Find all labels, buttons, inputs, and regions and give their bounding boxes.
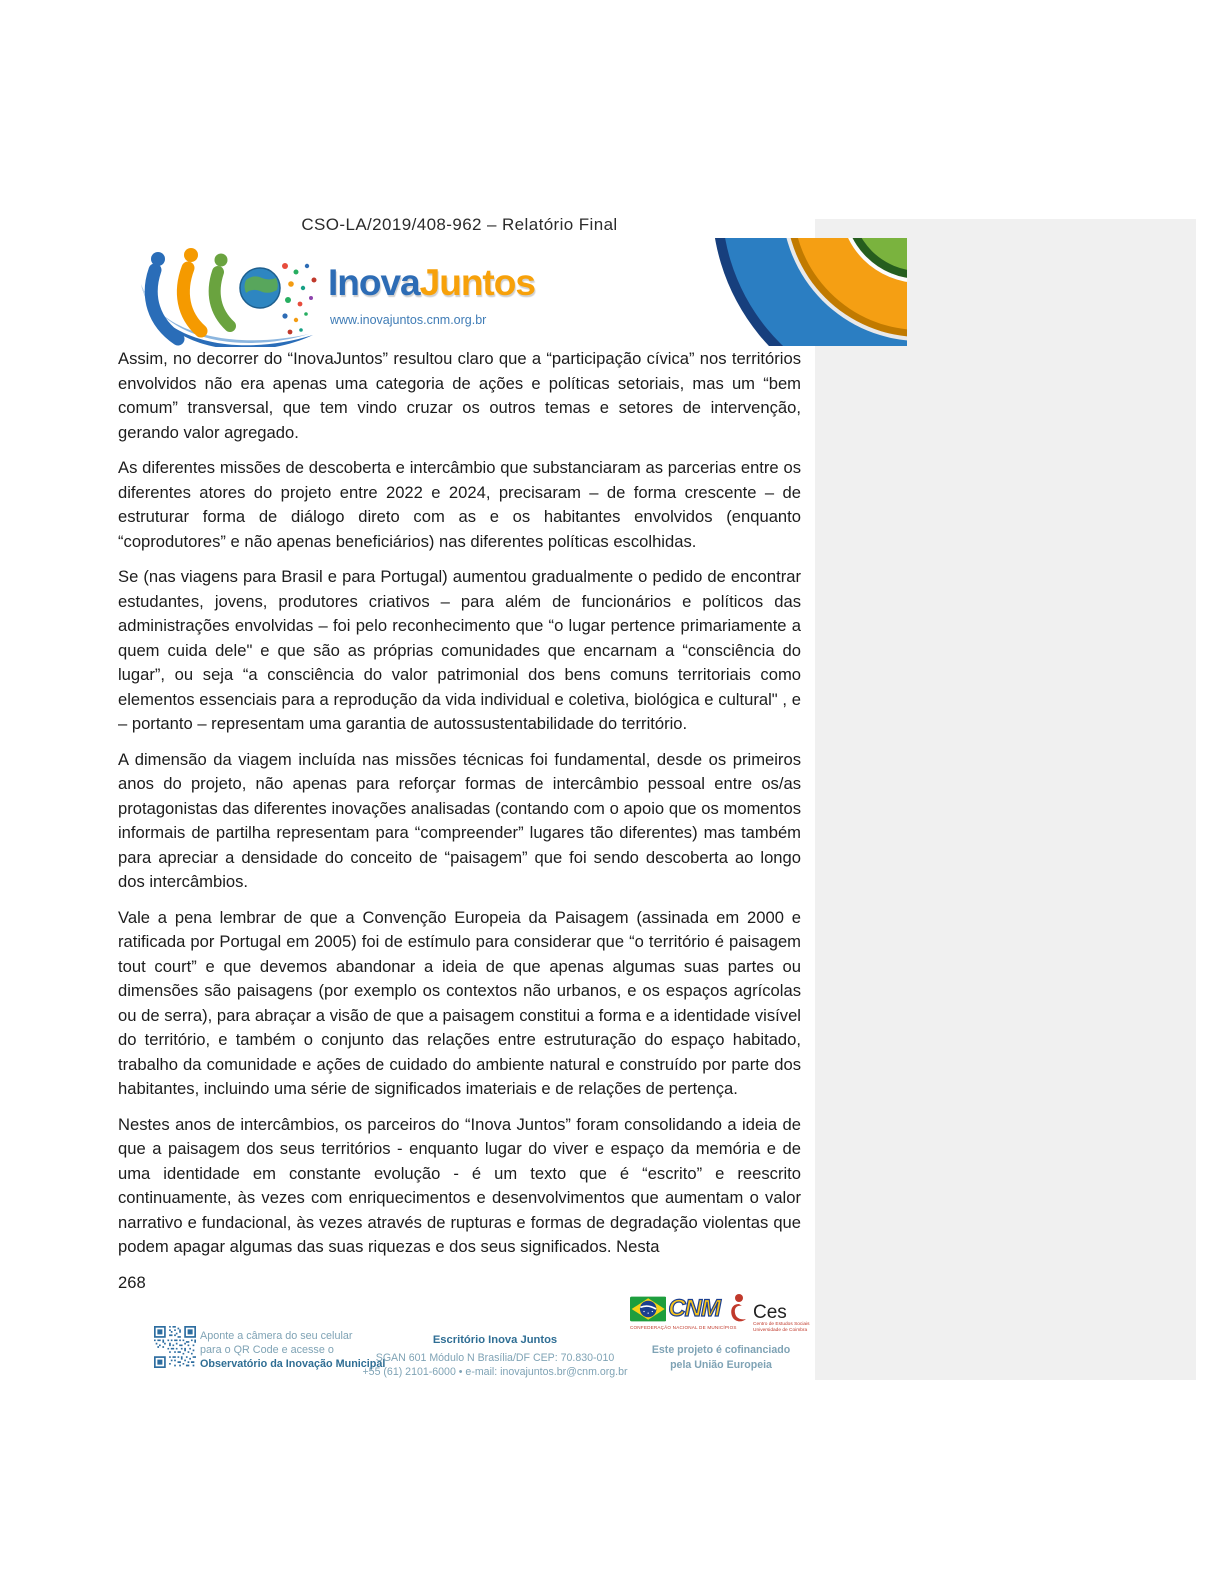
cofinance-line1: Este projeto é cofinanciado xyxy=(651,1344,791,1356)
office-title: Escritório Inova Juntos xyxy=(432,1334,558,1346)
ces-subtitle-line2: Universidade de Coimbra xyxy=(753,1328,808,1333)
logo-url: www.inovajuntos.cnm.org.br xyxy=(330,313,487,327)
inovajuntos-logo-icon xyxy=(133,242,338,347)
ces-name: Ces xyxy=(753,1302,787,1323)
logo-wordmark xyxy=(328,262,535,304)
cnm-subtitle: CONFEDERAÇÃO NACIONAL DE MUNICÍPIOS xyxy=(630,1325,737,1330)
ces-symbol-icon xyxy=(728,1292,750,1324)
paragraph-3: Se (nas viagens para Brasil e para Portugal) aumentou gradualmente o pedido de encontrar estudantes, jovens, produtores criativos – para além de funcionários e políticos das administrações envolvidas – foi pelo reconhecimento que “o lugar pertence primariamente a quem cuida dele" e que são as próprias comunidades que encarnam a “consciência do lugar”, ou seja “a consciência do valor patrimonial dos bens comuns territoriais como elementos essenciais para a reprodução da vida individual e coletiva, biológica e cultural" , e – portanto – representam uma garantia de autossustentabilidade do território. xyxy=(118,567,801,733)
page-number: 268 xyxy=(118,1272,146,1292)
qr-caption-line3: Observatório da Inovação Municipal xyxy=(200,1358,386,1370)
paragraph-5: Vale a pena lembrar de que a Convenção Europeia da Paisagem (assinada em 2000 e ratificada por Portugal em 2005) foi de estímulo para considerar que “o território é paisagem tout court” e que devemos abandonar a ideia de que apenas algumas suas partes ou dimensões são paisagens (por exemplo os contextos não urbanos, e os espaços agrícolas ou de serra), para abraçar a visão de que a paisagem constitui a forma e a identidade visível do território, e também o conjunto das relações entre estruturação do espaço habitado, trabalho da comunidade e ações de cuidado do ambiente natural e construído por parte dos habitantes, incluindo uma série de significados imateriais e de relações de pertença. xyxy=(118,907,801,1098)
qr-code-icon xyxy=(154,1324,196,1370)
swoosh-graphic xyxy=(705,238,907,346)
ces-subtitle xyxy=(753,1322,838,1334)
right-gray-panel xyxy=(815,219,1196,1380)
cofinance-note xyxy=(636,1343,806,1373)
cnm-logo xyxy=(630,1294,737,1330)
header-reference: CSO-LA/2019/408-962 – Relatório Final xyxy=(301,217,618,234)
qr-caption-line2: para o QR Code e acesse o xyxy=(200,1344,334,1356)
cofinance-line2: pela União Europeia xyxy=(670,1359,772,1371)
paragraph-2: As diferentes missões de descoberta e intercâmbio que substanciaram as parcerias entre os diferentes atores do projeto entre 2022 e 2024, precisaram – de forma crescente – de estruturar forma de diálogo direto com as e os habitantes envolvidos (enquanto “coprodutores” e não apenas beneficiários) nas diferentes políticas escolhidas. xyxy=(118,458,801,551)
header-reference-clip xyxy=(118,217,801,237)
ces-logo xyxy=(728,1292,838,1334)
body-text-column xyxy=(118,347,801,1295)
paragraph-1: Assim, no decorrer do “InovaJuntos” resultou claro que a “participação cívica” nos territórios envolvidos não era apenas uma categoria de ações e políticas setoriais, mas um “bem comum” transversal, que tem vindo cruzar os outros temas e setores de intervenção, gerando valor agregado. xyxy=(118,349,801,442)
paragraph-4: A dimensão da viagem incluída nas missões técnicas foi fundamental, desde os primeiros anos do projeto, não apenas para reforçar formas de intercâmbio pessoal entre os/as protagonistas das diferentes inovações analisadas (contando com o apoio que os momentos informais de partilha representam para “compreender” lugares tão diferentes) mas também para apreciar a densidade do conceito de “paisagem” que foi sendo descoberta ao longo dos intercâmbios. xyxy=(118,749,801,891)
qr-caption-line1: Aponte a câmera do seu celular xyxy=(200,1330,353,1342)
logo-wordmark-inova: Inova xyxy=(328,262,420,303)
office-address: SGAN 601 Módulo N Brasília/DF CEP: 70.830-010 xyxy=(375,1352,615,1364)
paragraph-6: Nestes anos de intercâmbios, os parceiros do “Inova Juntos” foram consolidando a ideia de que a paisagem dos seus territórios - enquanto lugar do viver e espaço da memória e de uma identidade em constante evolução - é um texto que é “escrito” e reescrito continuamente, às vezes com enriquecimentos e desenvolvimentos que aumentam o valor narrativo e fundacional, às vezes através de rupturas e formas de degradação violentas que podem apagar algumas das suas riquezas e dos seus significados. Nesta xyxy=(118,1114,801,1256)
office-info xyxy=(330,1334,660,1379)
office-contact: +55 (61) 2101-6000 • e-mail: inovajuntos.br@cnm.org.br xyxy=(362,1366,628,1378)
cnm-name: CNM xyxy=(668,1295,720,1322)
logo-wordmark-juntos: Juntos xyxy=(419,262,535,303)
cnm-flag-icon xyxy=(630,1294,666,1324)
ces-subtitle-line1: Centro de Estudos Sociais xyxy=(753,1322,810,1327)
